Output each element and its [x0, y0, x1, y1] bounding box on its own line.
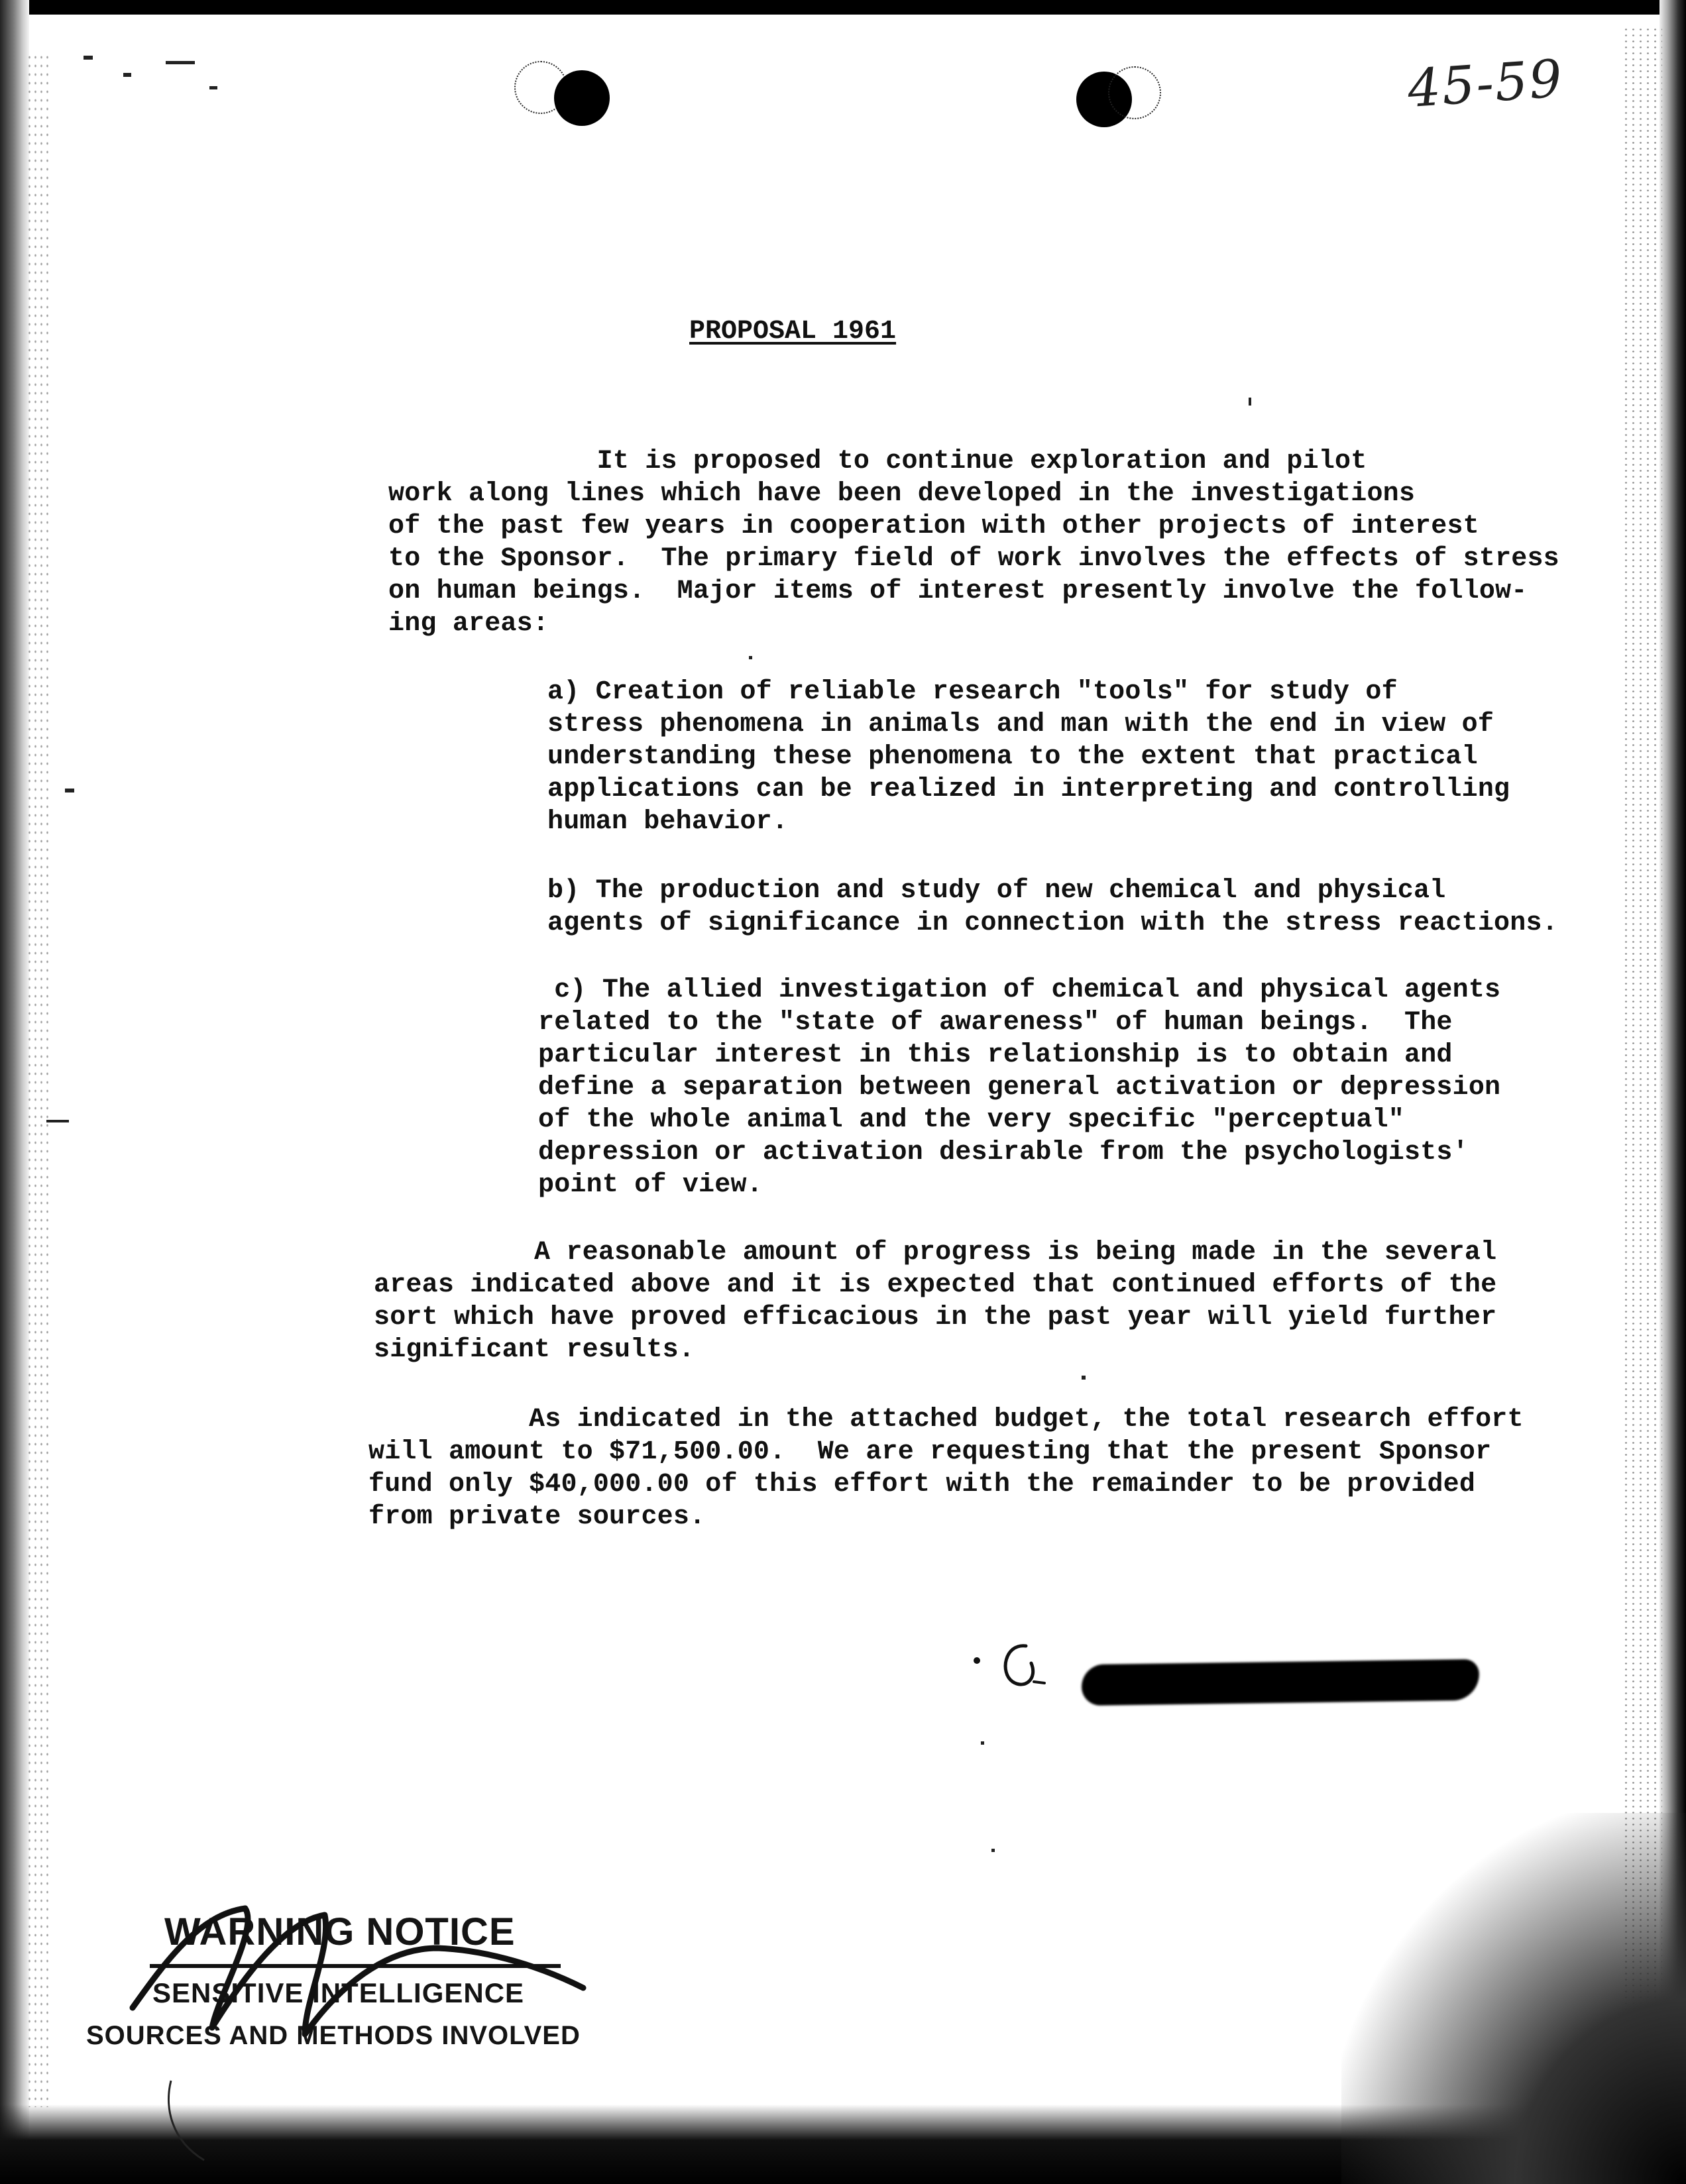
scan-noise-left — [27, 53, 50, 2107]
stray-mark — [209, 86, 217, 89]
scan-edge-top — [0, 0, 1686, 15]
stamp-subtitle: SENSITIVE INTELLIGENCE — [152, 1977, 525, 2008]
progress-paragraph: A reasonable amount of progress is being made in the several areas indicated above and it is expected that continued efforts of the sort which have proved efficacious in the past year will yield further significant results. — [374, 1238, 1497, 1365]
punch-hole — [554, 70, 610, 126]
stray-mark — [65, 789, 74, 792]
stray-mark — [1249, 398, 1251, 406]
intro-paragraph: It is proposed to continue exploration and pilot work along lines which have been developed in the investigations of the past few years in cooperation with other projects of interest to the Sponsor. The primary field of work involves the effects of stress on human beings. Major items of interest presently involve the follow- ing areas: — [388, 447, 1559, 639]
stray-mark — [123, 73, 131, 77]
stamp-footer: SOURCES AND METHODS INVOLVED — [86, 2021, 581, 2050]
handwritten-scribble — [106, 1888, 610, 2061]
list-item: a) Creation of reliable research "tools" for study of stress phenomena in animals and man with the end in view of understanding these phenomena to the extent that practical applications can be realized in interpreting and controlling human behavior. — [547, 677, 1510, 837]
handwritten-page-number: 45-59 — [1406, 48, 1565, 120]
stamp-heading: WARNING NOTICE — [164, 1910, 516, 1953]
punch-hole-outline — [1108, 66, 1161, 119]
scan-shadow-bottom-right — [1341, 1813, 1686, 2184]
document-title: PROPOSAL 1961 — [689, 317, 897, 347]
warning-notice-stamp — [86, 1908, 590, 2081]
stray-mark — [991, 1849, 995, 1852]
stray-scribble — [164, 2074, 217, 2167]
stray-mark — [1082, 1376, 1086, 1380]
stray-mark — [166, 61, 195, 64]
stray-mark — [46, 1120, 69, 1122]
stray-mark — [84, 56, 93, 60]
list-item: c) The allied investigation of chemical and physical agents related to the "state of awareness" of human beings. The particular interest in this relationship is to obtain and define a separation between general activation or depression of the whole animal and the very specific "perceptual" depression or activation desirable from the psychologists' point of view. — [538, 975, 1501, 1200]
list-item: b) The production and study of new chemical and physical agents of significance in connection with the stress reactions. — [547, 876, 1558, 938]
stray-mark — [981, 1741, 984, 1745]
scan-edge-left — [0, 0, 29, 2184]
scan-noise-right — [1622, 27, 1662, 2114]
budget-paragraph: As indicated in the attached budget, the total research effort will amount to $71,500.00. We are requesting that the present Sponsor fund only $40,000.00 of this effort with the remainder to be provided from private sources. — [368, 1405, 1524, 1532]
stray-mark — [749, 656, 752, 659]
redaction-bar — [1082, 1659, 1480, 1706]
